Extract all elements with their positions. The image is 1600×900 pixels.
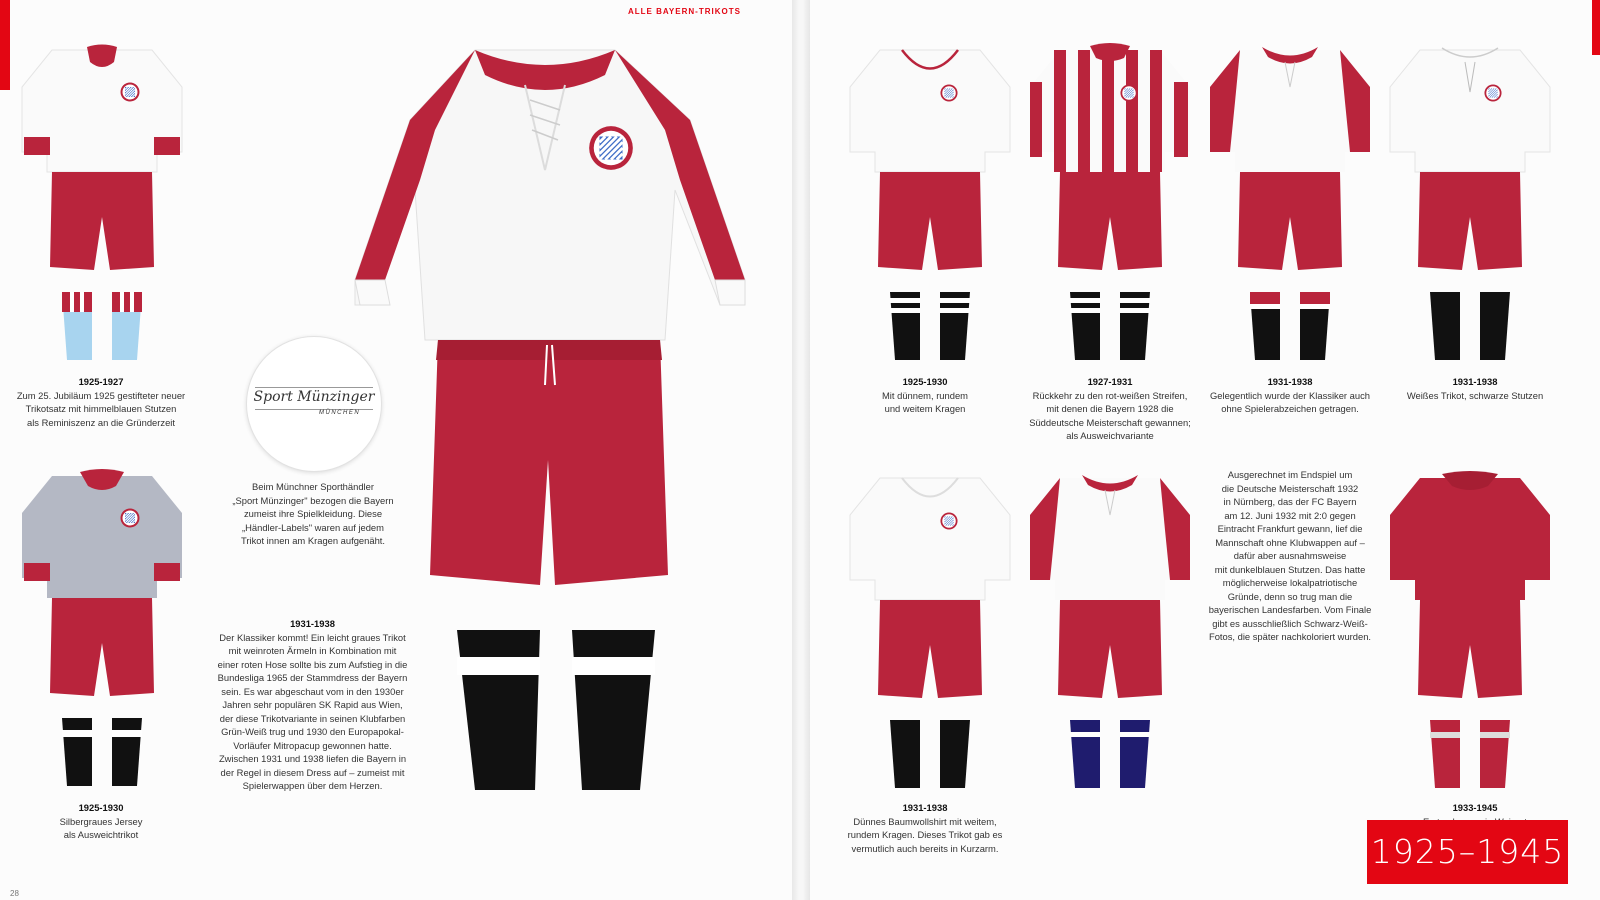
caption-text: Ausgerechnet im Endspiel um die Deutsche Meisterschaft 1932 in Nürnberg, das der FC Bayern am 12. Juni 1932 mit 2:0 gegen Eintracht Frankfurt gewann, lief die Mannschaft ohne Klubwappen auf – dafür aber ausnahmsweise mit dunkelblauen Stutzen. Das hatte möglicherweise lokalpatriotische Gründe, denn so trug man die bayerischen Landesfarben. Vom Finale gibt es ausschließlich Schwarz-Weiß- Fotos, die später nachkoloriert wurden. <box>1208 469 1372 642</box>
kit-grey-illustration <box>12 468 192 793</box>
caption-kit-grey <box>6 801 196 842</box>
kit-e-illustration <box>840 470 1020 795</box>
caption-text: Silbergraues Jersey als Ausweichtrikot <box>59 815 143 840</box>
caption-kit-a <box>830 375 1020 416</box>
kit-1925-1927-illustration <box>12 42 192 367</box>
kit-d-illustration <box>1380 42 1560 367</box>
caption-kit-1925-1927 <box>6 375 196 429</box>
kit-c-illustration <box>1200 42 1380 367</box>
caption-text: Beim Münchner Sporthändler „Sport Münzinger" bezogen die Bayern zumeist ihre Spielkleidung. Diese „Händler-Labels" waren auf jedem Trikot innen am Kragen aufgenäht. <box>232 481 394 546</box>
kit-b-striped-illustration <box>1020 42 1200 367</box>
period-badge: 1925–1945 <box>1367 820 1568 884</box>
caption-year: 1931-1938 <box>902 802 948 813</box>
label-brand: Sport Münzinger <box>253 389 375 405</box>
caption-year: 1931-1938 <box>1452 376 1498 387</box>
caption-kit-c <box>1190 375 1390 416</box>
kit-a-illustration <box>840 42 1020 367</box>
page-number: 28 <box>10 889 19 898</box>
caption-final-1932 <box>1190 468 1390 644</box>
red-edge-marker-right <box>1592 0 1600 55</box>
section-header: ALLE BAYERN-TRIKOTS <box>628 7 741 16</box>
caption-year: 1931-1938 <box>1267 376 1313 387</box>
kit-g-wine-red-illustration <box>1380 470 1560 795</box>
caption-year: 1925-1927 <box>78 376 124 387</box>
caption-kit-e <box>830 801 1020 855</box>
caption-text: Weißes Trikot, schwarze Stutzen <box>1406 389 1544 401</box>
caption-text: Der Klassiker kommt! Ein leicht graues Trikot mit weinroten Ärmeln in Kombination mit einer roten Hose sollte bis zum Aufstieg in die Bundesliga 1965 der Stammdress der Bayern sein. Es war abgeschaut vom in den 1930er Jahren sehr populären SK Rapid aus Wien, der diese Trikotvariante in seinen Klubfarben Grün-Weiß trug und 1930 den Europapokal- Vorläufer Mitropacup gewonnen hatte. Zwischen 1931 und 1938 liefen die Bayern in der Regel in diesem Dress auf – zumeist mit Spielerwappen über dem Herzen. <box>217 631 408 791</box>
caption-classic <box>210 617 415 793</box>
caption-text: Mit dünnem, rundem und weitem Kragen <box>882 389 968 414</box>
label-city: MÜNCHEN <box>319 410 361 416</box>
caption-year: 1931-1938 <box>290 618 335 629</box>
caption-text: Dünnes Baumwollshirt mit weitem, rundem Kragen. Dieses Trikot gab es vermutlich auch bereits in Kurzarm. <box>847 815 1003 854</box>
caption-kit-d <box>1380 375 1570 402</box>
book-gutter <box>792 0 810 900</box>
red-edge-marker-left <box>0 0 10 90</box>
caption-text: Gelegentlich wurde der Klassiker auch ohne Spielerabzeichen getragen. <box>1210 389 1370 414</box>
caption-text: Rückkehr zu den rot-weißen Streifen, mit denen die Bayern 1928 die Süddeutsche Meisterschaft gewannen; als Ausweichvariante <box>1029 389 1191 441</box>
caption-year: 1927-1931 <box>1087 376 1133 387</box>
caption-year: 1933-1945 <box>1452 802 1498 813</box>
caption-year: 1925-1930 <box>902 376 948 387</box>
caption-year: 1925-1930 <box>78 802 124 813</box>
kit-f-final-1932-illustration <box>1020 470 1200 795</box>
caption-kit-b <box>1010 375 1210 443</box>
caption-text: Zum 25. Jubiläum 1925 gestifteter neuer Trikotsatz mit himmelblauen Stutzen als Reminiszenz an die Gründerzeit <box>16 389 186 428</box>
